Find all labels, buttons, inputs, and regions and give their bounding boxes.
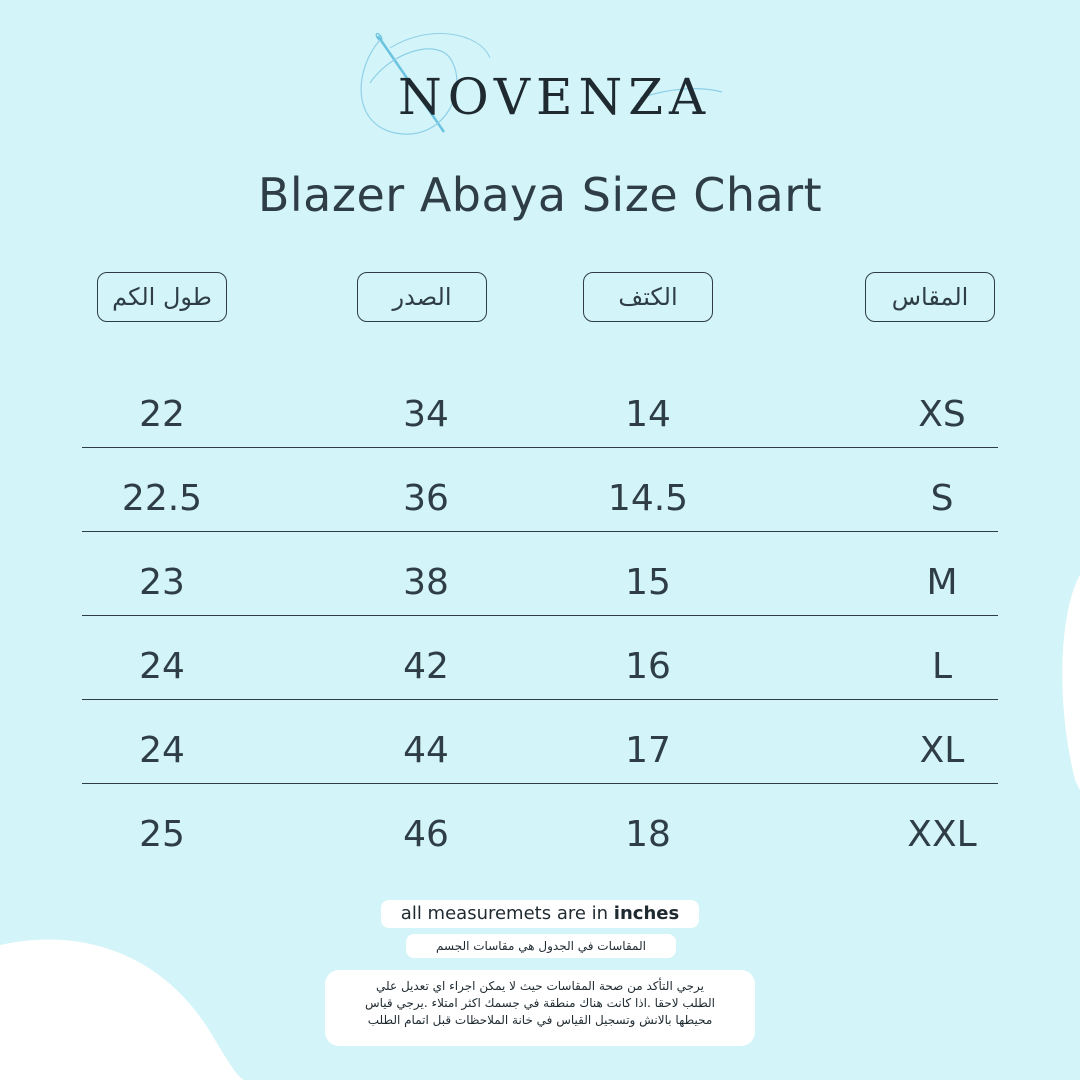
table-row xyxy=(82,540,998,624)
table-row xyxy=(82,456,998,540)
cell-size: L xyxy=(931,646,953,687)
warning-line: محيطها بالانش وتسجيل القياس في خانة الملاحظات قبل اتمام الطلب xyxy=(367,1013,713,1027)
page-title: Blazer Abaya Size Chart xyxy=(257,168,823,222)
brand-logo xyxy=(350,28,730,148)
cell-chest: 46 xyxy=(403,814,449,855)
cell-shoulder: 15 xyxy=(625,562,671,603)
cell-size: S xyxy=(930,478,954,519)
cell-chest: 38 xyxy=(403,562,449,603)
cell-chest: 42 xyxy=(403,646,449,687)
cell-chest: 44 xyxy=(403,730,449,771)
table-row xyxy=(82,792,998,876)
cell-shoulder: 18 xyxy=(625,814,671,855)
cell-chest: 34 xyxy=(403,394,449,435)
cell-sleeve: 23 xyxy=(139,562,185,603)
warning-line: الطلب لاحقا .اذا كانت هناك منطقة في جسمك اكثر امتلاء .يرجي قياس xyxy=(365,996,715,1010)
cell-shoulder: 14 xyxy=(625,394,671,435)
header-size: المقاس xyxy=(865,272,995,322)
header-chest: الصدر xyxy=(357,272,487,322)
cell-shoulder: 14.5 xyxy=(607,478,689,519)
row-divider xyxy=(82,699,998,700)
row-divider xyxy=(82,615,998,616)
brand-name: NOVENZA xyxy=(398,68,712,126)
header-shoulder: الكتف xyxy=(583,272,713,322)
cell-size: M xyxy=(926,562,958,603)
cell-sleeve: 24 xyxy=(139,646,185,687)
cell-sleeve: 25 xyxy=(139,814,185,855)
size-table xyxy=(82,372,998,876)
body-measurements-note: المقاسات في الجدول هي مقاسات الجسم xyxy=(406,934,676,958)
cell-sleeve: 22.5 xyxy=(121,478,203,519)
cell-sleeve: 22 xyxy=(139,394,185,435)
row-divider xyxy=(82,447,998,448)
cell-size: XL xyxy=(919,730,965,771)
table-row xyxy=(82,708,998,792)
cell-chest: 36 xyxy=(403,478,449,519)
units-note xyxy=(381,900,699,928)
measurement-warning-note xyxy=(325,970,755,1046)
header-sleeve-length: طول الكم xyxy=(97,272,227,322)
cell-shoulder: 17 xyxy=(625,730,671,771)
cell-sleeve: 24 xyxy=(139,730,185,771)
cell-shoulder: 16 xyxy=(625,646,671,687)
table-row xyxy=(82,624,998,708)
cell-size: XXL xyxy=(907,814,977,855)
cell-size: XS xyxy=(918,394,966,435)
table-row xyxy=(82,372,998,456)
units-note-text: all measuremets are in xyxy=(400,903,609,924)
warning-line: يرجي التأكد من صحة المقاسات حيث لا يمكن اجراء اي تعديل علي xyxy=(376,979,704,993)
row-divider xyxy=(82,783,998,784)
row-divider xyxy=(82,531,998,532)
units-note-unit: inches xyxy=(613,903,680,924)
